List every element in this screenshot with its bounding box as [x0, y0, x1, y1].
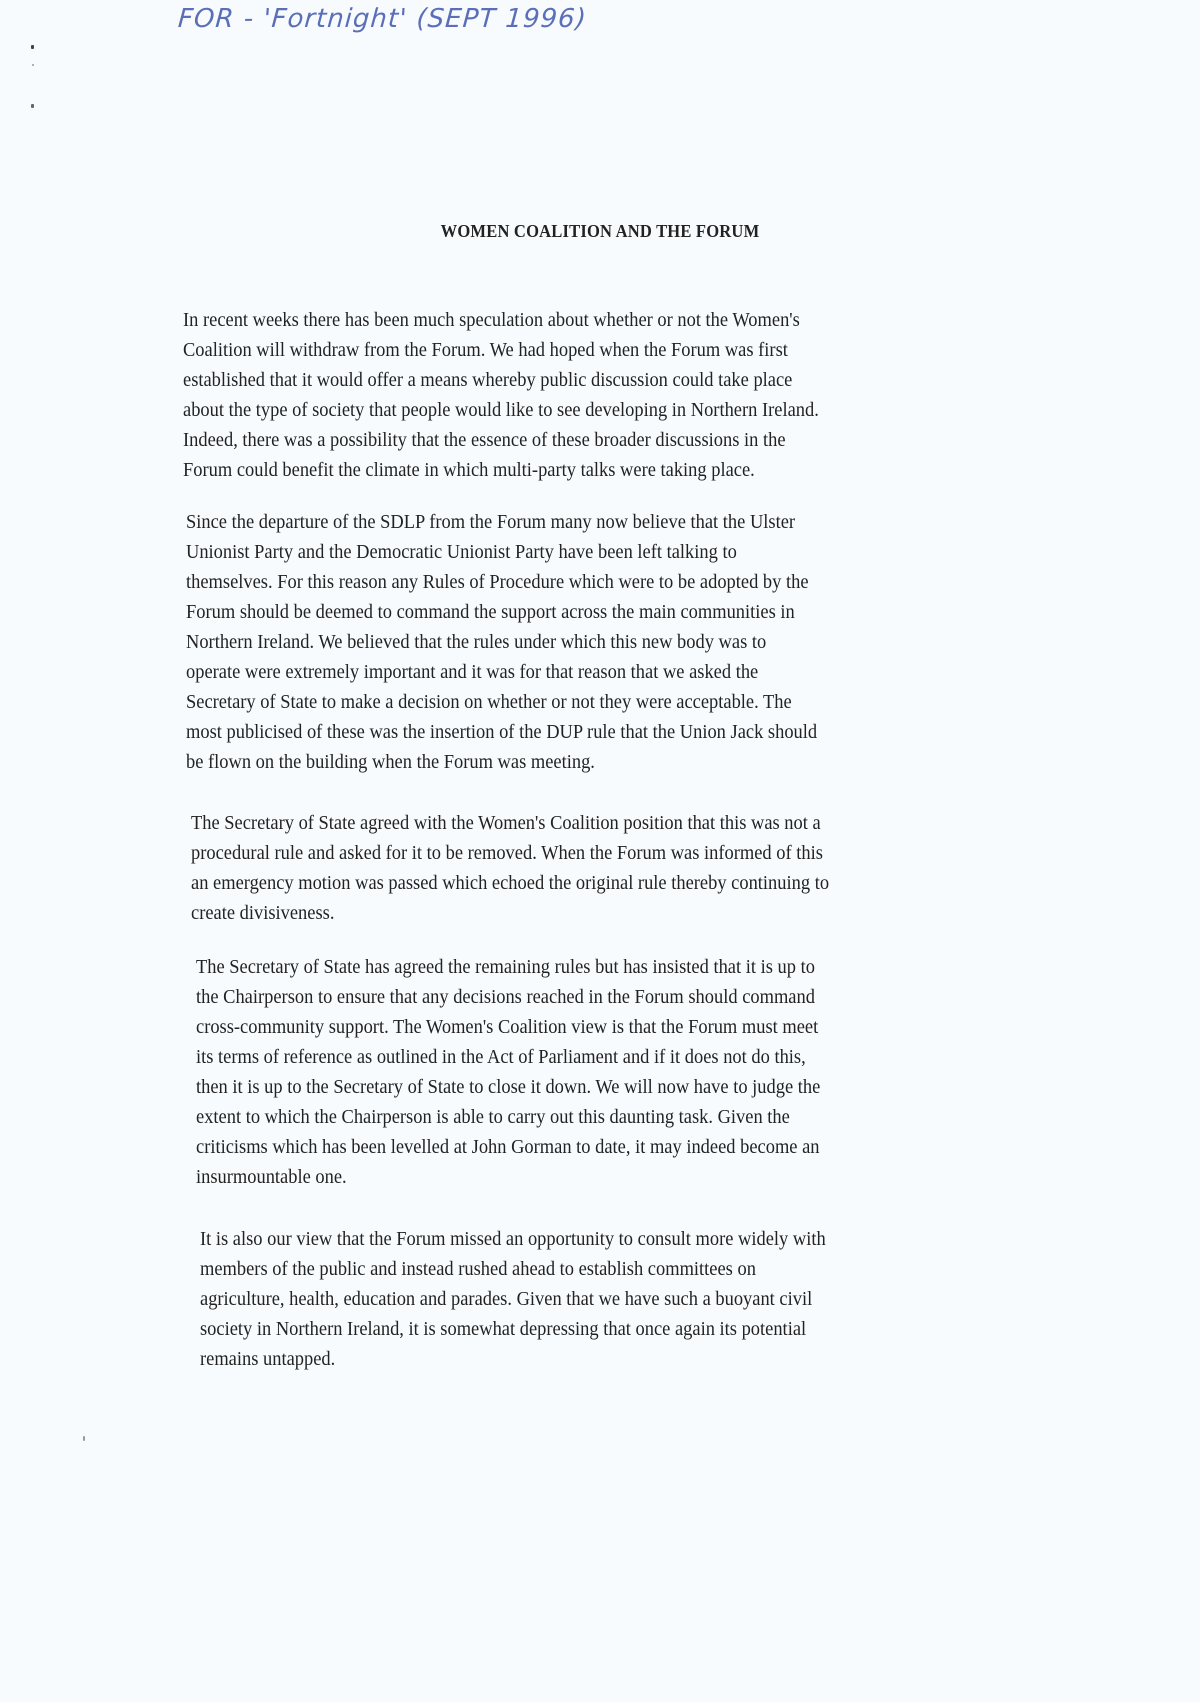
text-line: cross-community support. The Women's Coalition view is that the Forum must meet [196, 1016, 819, 1038]
punch-mark [31, 45, 34, 49]
handwritten-annotation: FOR - 'Fortnight' (SEPT 1996) [176, 4, 588, 34]
text-line: The Secretary of State has agreed the remaining rules but has insisted that it is up to [196, 956, 815, 978]
text-line: operate were extremely important and it was for that reason that we asked the [186, 661, 759, 683]
text-line: an emergency motion was passed which echoed the original rule thereby continuing to [191, 872, 830, 894]
paragraph-4 [196, 952, 820, 1192]
text-line: agriculture, health, education and parades. Given that we have such a buoyant civil [200, 1288, 813, 1310]
text-line: Since the departure of the SDLP from the Forum many now believe that the Ulster [186, 511, 796, 533]
text-line: insurmountable one. [196, 1166, 347, 1188]
text-line: Forum could benefit the climate in which multi-party talks were taking place. [183, 459, 755, 481]
paragraph-1 [183, 305, 819, 485]
text-line: create divisiveness. [191, 902, 335, 924]
text-line: extent to which the Chairperson is able to carry out this daunting task. Given the [196, 1106, 790, 1128]
text-line: In recent weeks there has been much speculation about whether or not the Women's [183, 309, 800, 331]
paragraph-2 [186, 507, 817, 777]
text-line: Indeed, there was a possibility that the essence of these broader discussions in the [183, 429, 786, 451]
text-line: themselves. For this reason any Rules of Procedure which were to be adopted by the [186, 571, 809, 593]
text-line: the Chairperson to ensure that any decisions reached in the Forum should command [196, 986, 815, 1008]
text-line: members of the public and instead rushed ahead to establish committees on [200, 1258, 756, 1280]
text-line: Forum should be deemed to command the support across the main communities in [186, 601, 795, 623]
text-line: Unionist Party and the Democratic Unionist Party have been left talking to [186, 541, 737, 563]
text-line: remains untapped. [200, 1348, 336, 1370]
text-line: It is also our view that the Forum missed an opportunity to consult more widely with [200, 1228, 826, 1250]
document-title: WOMEN COALITION AND THE FORUM [440, 221, 760, 241]
text-line: be flown on the building when the Forum was meeting. [186, 751, 595, 773]
text-line: about the type of society that people would like to see developing in Northern Ireland. [183, 399, 819, 421]
text-line: Northern Ireland. We believed that the rules under which this new body was to [186, 631, 767, 653]
text-line: Coalition will withdraw from the Forum. We had hoped when the Forum was first [183, 339, 788, 361]
text-line: The Secretary of State agreed with the Women's Coalition position that this was not a [191, 812, 821, 834]
text-line: its terms of reference as outlined in the Act of Parliament and if it does not do this, [196, 1046, 806, 1068]
paragraph-5 [200, 1224, 826, 1374]
text-line: most publicised of these was the insertion of the DUP rule that the Union Jack should [186, 721, 818, 743]
punch-mark [31, 104, 34, 108]
text-line: criticisms which has been levelled at John Gorman to date, it may indeed become an [196, 1136, 820, 1158]
margin-mark [83, 1436, 85, 1441]
punch-mark [32, 64, 34, 66]
text-line: society in Northern Ireland, it is somewhat depressing that once again its potential [200, 1318, 807, 1340]
paragraph-3 [191, 808, 829, 928]
text-line: established that it would offer a means whereby public discussion could take place [183, 369, 793, 391]
text-line: procedural rule and asked for it to be removed. When the Forum was informed of this [191, 842, 823, 864]
text-line: then it is up to the Secretary of State to close it down. We will now have to judge the [196, 1076, 821, 1098]
text-line: Secretary of State to make a decision on whether or not they were acceptable. The [186, 691, 792, 713]
